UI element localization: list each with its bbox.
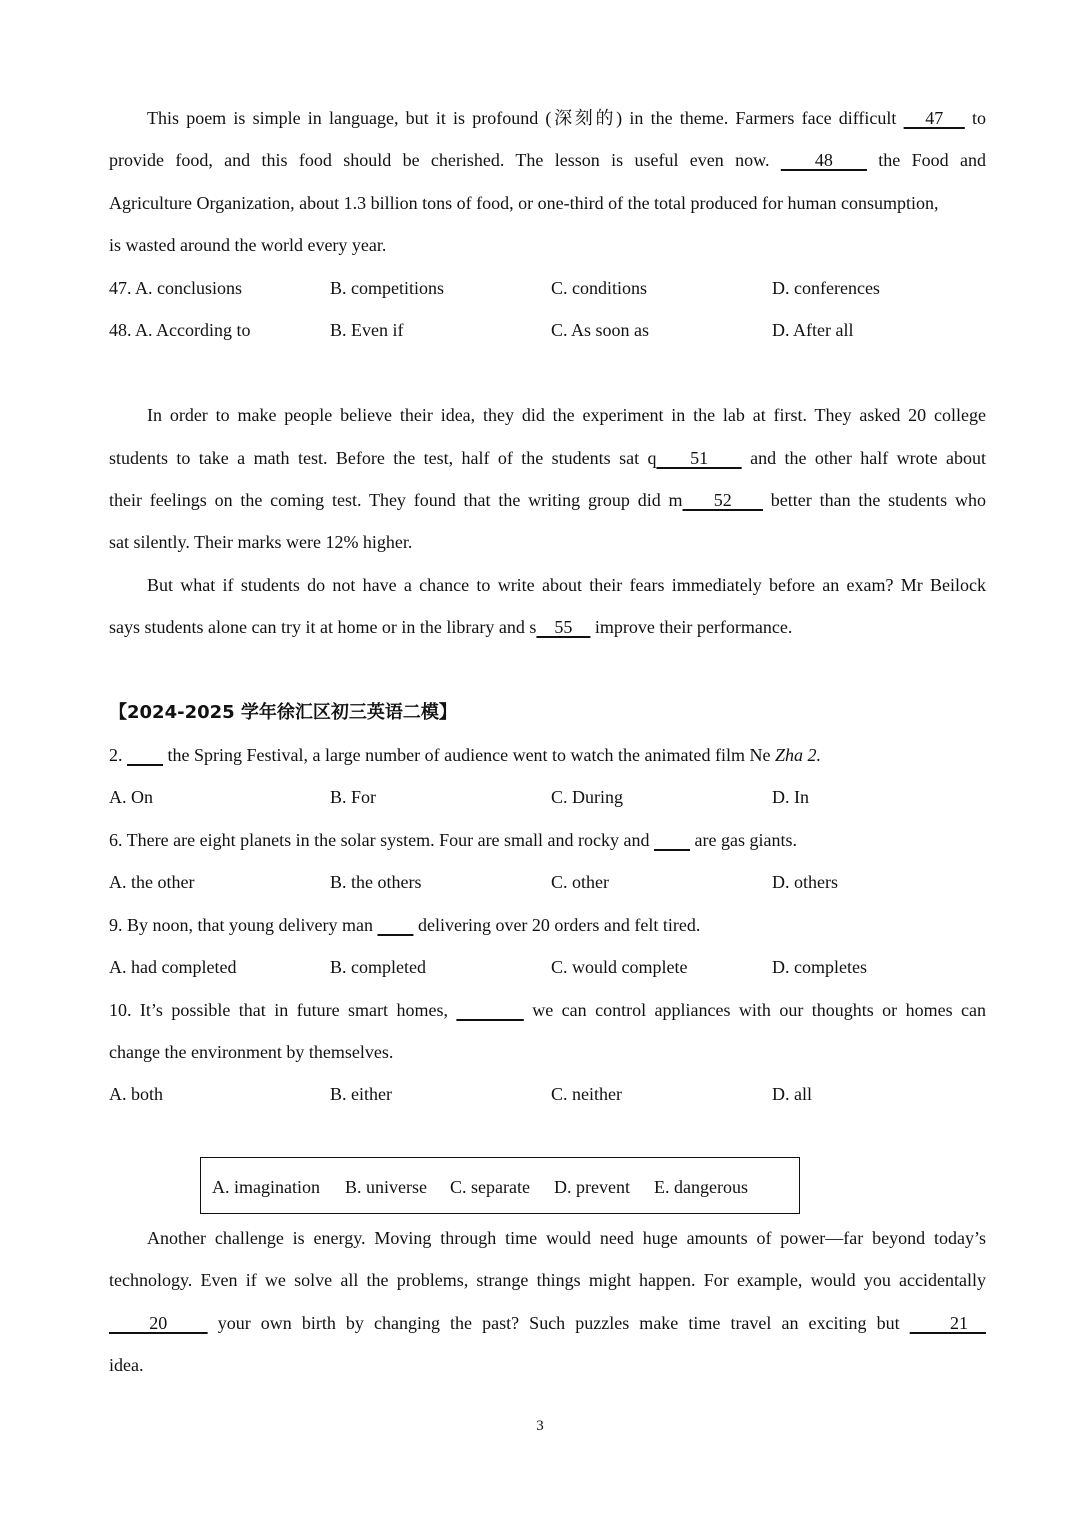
option-b: B. competitions [330,278,444,298]
section-heading: 【2024-2025 学年徐汇区初三英语二模】 [109,702,457,723]
text: improve their performance. [590,617,793,637]
blank-55: 55 [536,617,591,637]
passage2-line2 [109,446,986,470]
word-c: C. separate [450,1177,530,1197]
text: 10. It’s possible that in future smart homes, [109,1000,457,1020]
question-47-options [109,276,989,300]
question-48-options [109,318,989,342]
passage3-line1: Another challenge is energy. Moving through time would need huge amounts of power—far beyond today’s [147,1228,986,1248]
text: the Food and [866,150,986,170]
word-e: E. dangerous [654,1177,748,1197]
option-b: B. For [330,787,377,807]
word-a: A. imagination [212,1177,320,1197]
blank-47: 47 [903,108,965,128]
passage2-line1: In order to make people believe their idea, they did the experiment in the lab at first. They asked 20 college [147,405,986,425]
blank [456,1000,523,1020]
text: and the other half wrote about [741,448,987,468]
page-number: 3 [536,1418,544,1434]
option-b: B. either [330,1084,392,1104]
text: are gas giants. [690,830,797,850]
option-d: D. completes [772,957,867,977]
text: the Spring Festival, a large number of audience went to watch the animated film Ne [163,745,775,765]
passage2-line3 [109,488,986,512]
passage1-line4: is wasted around the world every year. [109,235,387,255]
option-d: D. After all [772,320,854,340]
option-a: A. the other [109,872,195,892]
blank-20: 20 [109,1313,208,1333]
passage1-line2 [109,148,986,172]
blank-48: 48 [780,150,867,170]
text: says students alone can try it at home or in the library and s [109,617,537,637]
option-a: 47. A. conclusions [109,278,242,298]
text: provide food, and this food should be cherished. The lesson is useful even now. [109,150,781,170]
passage1-line1 [147,106,986,130]
text: their feelings on the coming test. They found that the writing group did m [109,490,683,510]
option-d: D. conferences [772,278,880,298]
question-10-line2: change the environment by themselves. [109,1042,394,1062]
option-d: D. all [772,1084,812,1104]
passage3-line4: idea. [109,1355,144,1375]
question-6-options [109,870,989,894]
blank-52: 52 [682,490,763,510]
option-c: C. other [551,872,609,892]
text: your own birth by changing the past? Such puzzles make time travel an exciting but [207,1313,910,1333]
option-a: A. had completed [109,957,237,977]
question-2 [109,743,986,767]
option-a: 48. A. According to [109,320,251,340]
question-6 [109,828,986,852]
text: we can control appliances with our thoughts or homes can [523,1000,986,1020]
passage2-line4: sat silently. Their marks were 12% higher. [109,532,413,552]
blank [654,830,690,850]
question-2-options [109,785,989,809]
question-10-options [109,1082,989,1106]
question-9 [109,913,986,937]
blank [127,745,163,765]
text: 6. There are eight planets in the solar system. Four are small and rocky and [109,830,655,850]
text: delivering over 20 orders and felt tired. [413,915,701,935]
option-a: A. On [109,787,153,807]
blank-51: 51 [656,448,742,468]
word-bank-box [200,1157,800,1214]
word-b: B. universe [345,1177,427,1197]
text: 9. By noon, that young delivery man [109,915,378,935]
passage2-line5: But what if students do not have a chance to write about their fears immediately before an exam? Mr Beilock [147,575,986,595]
option-b: B. completed [330,957,426,977]
option-c: C. During [551,787,623,807]
option-a: A. both [109,1084,163,1104]
text: better than the students who [763,490,986,510]
blank-21: 21 [909,1313,987,1333]
option-d: D. In [772,787,809,807]
option-b: B. Even if [330,320,404,340]
option-c: C. As soon as [551,320,650,340]
passage3-line2: technology. Even if we solve all the problems, strange things might happen. For example, would you accidentally [109,1270,986,1290]
passage3-line3 [109,1311,986,1335]
blank [377,915,413,935]
film-title: Zha 2. [774,745,821,765]
text: This poem is simple in language, but it is profound (深刻的) in the theme. Farmers face difficult [147,108,904,128]
question-9-options [109,955,989,979]
text: to [964,108,986,128]
text: students to take a math test. Before the test, half of the students sat q [109,448,657,468]
text: 2. [109,745,127,765]
word-d: D. prevent [554,1177,630,1197]
option-b: B. the others [330,872,422,892]
question-10-line1 [109,998,986,1022]
option-d: D. others [772,872,838,892]
passage2-line6 [109,615,986,639]
passage1-line3: Agriculture Organization, about 1.3 billion tons of food, or one-third of the total produced for human consumption, [109,193,939,213]
option-c: C. conditions [551,278,648,298]
option-c: C. would complete [551,957,688,977]
option-c: C. neither [551,1084,622,1104]
